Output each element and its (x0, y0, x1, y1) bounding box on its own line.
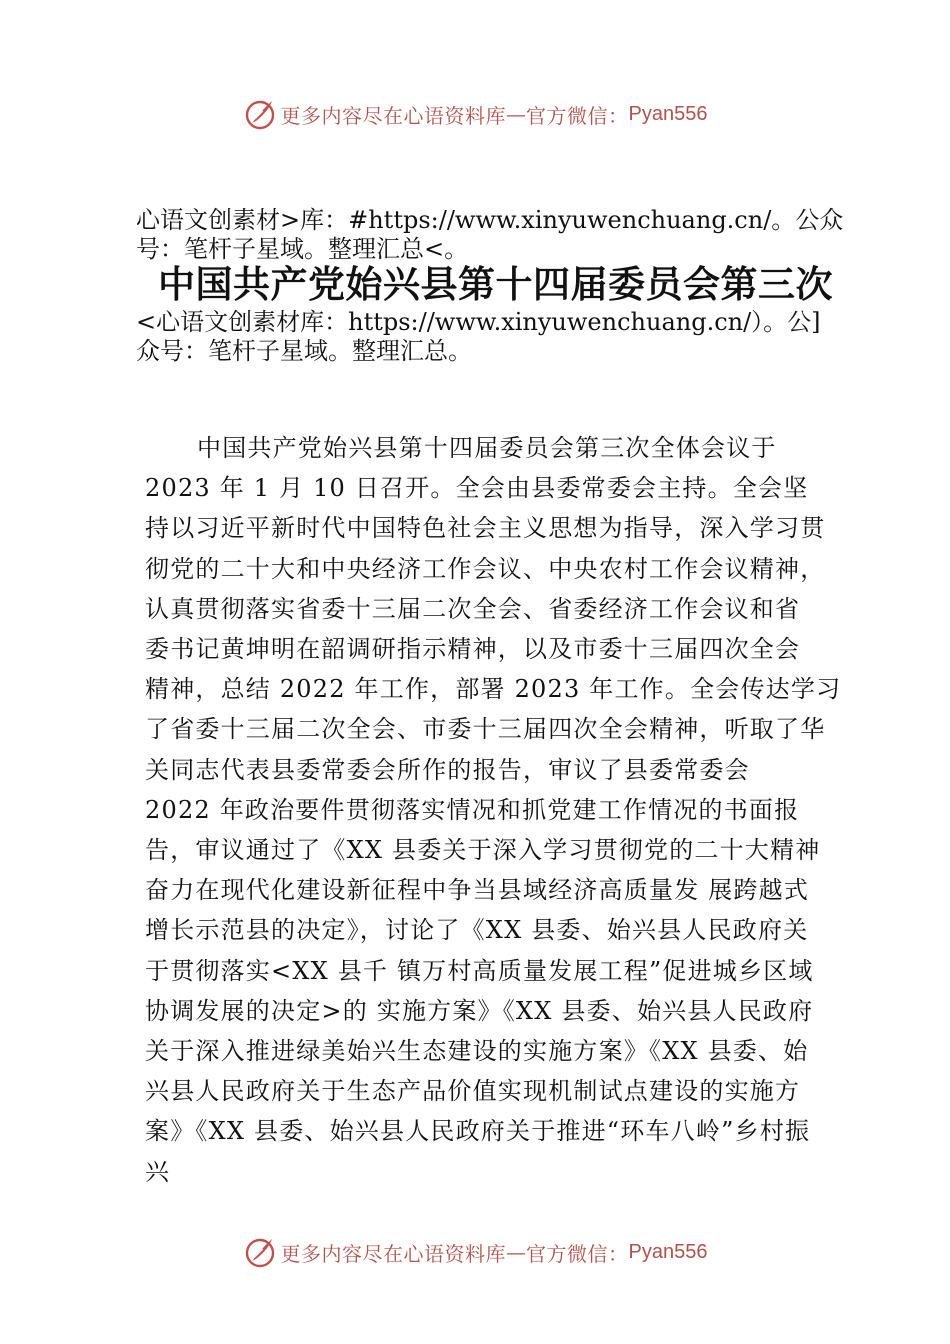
body-line: 于贯彻落实<XX 县千 镇万村高质量发展工程”促进城乡区域 (145, 956, 814, 985)
header-line: 心语文创素材>库：#https://www.xinyuwenchuang.cn/。公众 (136, 206, 844, 234)
banner-separator: — (506, 102, 527, 126)
body-line: 2023 年 1 月 10 日召开。全会由县委常委会主持。全会坚 (145, 474, 809, 503)
body-line: 精神，总结 2022 年工作，部署 2023 年工作。全会传达学习 (145, 675, 842, 704)
body-line: 持以习近平新时代中国特色社会主义思想为指导，深入学习贯 (145, 514, 826, 543)
banner-text: 更多内容尽在心语资料库 (280, 103, 507, 128)
header-line: 号：笔杆子星域。整理汇总<。 (136, 235, 469, 263)
body-line: 案》《XX 县委、始兴县人民政府关于推进“环车八岭”乡村振 (145, 1117, 811, 1146)
body-line: 彻党的二十大和中央经济工作会议、中央农村工作会议精神， (145, 554, 826, 583)
body-line: 增长示范县的决定》，讨论了《XX 县委、始兴县人民政府关 (145, 916, 809, 945)
body-line: 关于深入推进绿美始兴生态建设的实施方案》《XX 县委、始 (145, 1037, 809, 1066)
body-line: 2022 年政治要件贯彻落实情况和抓党建工作情况的书面报 (145, 795, 800, 824)
quill-seal-icon (243, 1235, 277, 1269)
banner-separator: — (506, 1240, 527, 1264)
banner-wechat-label: 官方微信： (526, 103, 629, 128)
body-line: 奋力在现代化建设新征程中争当县域经济高质量发 展跨越式 (145, 876, 810, 905)
banner-text: 更多内容尽在心语资料库 (280, 1241, 507, 1266)
body-line: 认真贯彻落实省委十三届二次全会、省委经济工作会议和省 (145, 594, 801, 623)
banner-wechat-id: Pyan556 (628, 102, 708, 125)
page-title: 中国共产党始兴县第十四届委员会第三次 (158, 262, 833, 306)
body-line: 兴县人民政府关于生态产品价值实现机制试点建设的实施方 (145, 1077, 801, 1106)
banner-wechat-id: Pyan556 (628, 1240, 708, 1263)
body-line: 关同志代表县委常委会所作的报告，审议了县委常委会 (145, 755, 750, 784)
sub-line: 众号：笔杆子星域。整理汇总。 (136, 337, 472, 365)
body-line: 兴 (145, 1157, 171, 1186)
body-paragraph (145, 428, 842, 1192)
top-banner (0, 94, 950, 134)
quill-seal-icon (243, 97, 277, 131)
body-line: 了省委十三届二次全会、市委十三届四次全会精神，听取了华 (145, 715, 826, 744)
body-line: 协调发展的决定>的 实施方案》《XX 县委、始兴县人民政府 (145, 996, 814, 1025)
banner-wechat-label: 官方微信： (526, 1241, 629, 1266)
body-line: 委书记黄坤明在韶调研指示精神，以及市委十三届四次全会 (145, 635, 801, 664)
body-line: 告，审议通过了《XX 县委关于深入学习贯彻党的二十大精神 (145, 836, 821, 865)
body-line: 中国共产党始兴县第十四届委员会第三次全体会议于 (197, 434, 777, 462)
bottom-banner (0, 1232, 950, 1272)
sub-line: <心语文创素材库：https://www.xinyuwenchuang.cn/）。公] (136, 308, 821, 336)
